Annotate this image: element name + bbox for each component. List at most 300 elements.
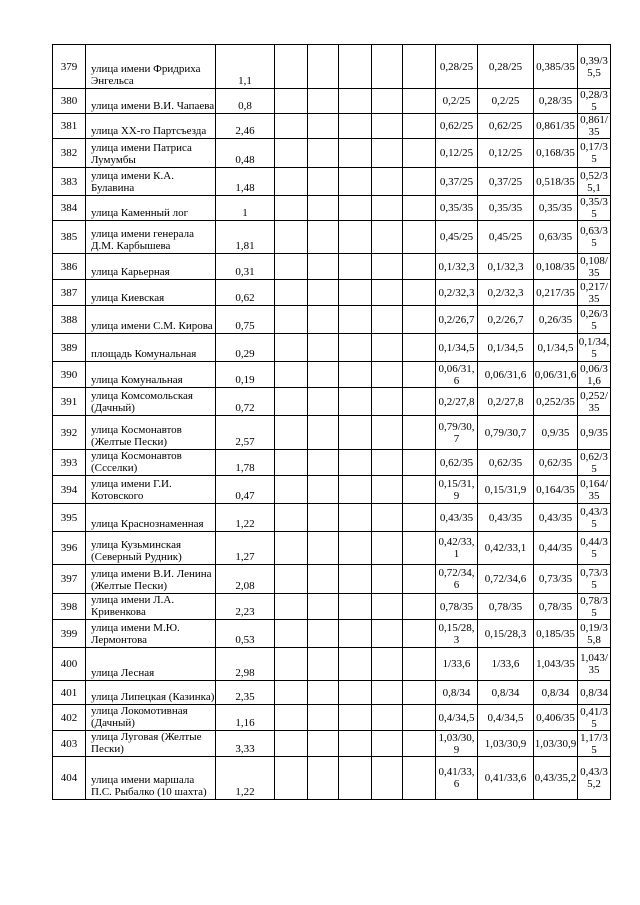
value-cell-2: 0,2/26,7 xyxy=(478,306,534,334)
row-number-cell: 380 xyxy=(53,89,86,114)
empty-cell xyxy=(339,280,372,306)
table-row xyxy=(53,476,611,504)
empty-cell xyxy=(372,334,403,362)
empty-cell xyxy=(275,450,308,476)
empty-cell xyxy=(339,334,372,362)
street-name-cell: улица имени С.М. Кирова xyxy=(86,306,216,334)
row-number-cell: 379 xyxy=(53,45,86,89)
value-cell-2: 0,45/25 xyxy=(478,221,534,254)
length-cell: 0,47 xyxy=(216,476,275,504)
empty-cell xyxy=(403,280,436,306)
empty-cell xyxy=(339,620,372,648)
empty-cell xyxy=(339,306,372,334)
empty-cell xyxy=(308,114,339,139)
row-number-cell: 403 xyxy=(53,731,86,757)
length-cell: 1,78 xyxy=(216,450,275,476)
length-cell: 0,29 xyxy=(216,334,275,362)
value-cell-1: 0,4/34,5 xyxy=(436,705,478,731)
value-cell-1: 0,35/35 xyxy=(436,196,478,221)
value-cell-1: 0,42/33,1 xyxy=(436,532,478,565)
empty-cell xyxy=(403,757,436,800)
table-row xyxy=(53,450,611,476)
value-cell-3: 0,35/35 xyxy=(534,196,578,221)
length-cell: 1,1 xyxy=(216,45,275,89)
value-cell-4: 0,9/35 xyxy=(578,416,611,450)
empty-cell xyxy=(308,416,339,450)
table-row xyxy=(53,705,611,731)
empty-cell xyxy=(308,681,339,705)
value-cell-2: 0,62/35 xyxy=(478,450,534,476)
street-name-cell: площадь Комунальная xyxy=(86,334,216,362)
value-cell-3: 0,62/35 xyxy=(534,450,578,476)
empty-cell xyxy=(308,388,339,416)
length-cell: 2,46 xyxy=(216,114,275,139)
table-row xyxy=(53,648,611,681)
empty-cell xyxy=(339,45,372,89)
empty-cell xyxy=(339,362,372,388)
empty-cell xyxy=(339,757,372,800)
empty-cell xyxy=(372,196,403,221)
value-cell-3: 0,73/35 xyxy=(534,565,578,594)
empty-cell xyxy=(372,504,403,532)
value-cell-4: 0,164/35 xyxy=(578,476,611,504)
value-cell-2: 0,41/33,6 xyxy=(478,757,534,800)
value-cell-2: 1/33,6 xyxy=(478,648,534,681)
empty-cell xyxy=(275,620,308,648)
empty-cell xyxy=(339,476,372,504)
value-cell-4: 0,41/35 xyxy=(578,705,611,731)
value-cell-4: 0,35/35 xyxy=(578,196,611,221)
value-cell-3: 0,43/35 xyxy=(534,504,578,532)
empty-cell xyxy=(308,620,339,648)
street-name-cell: улица имени К.А. Булавина xyxy=(86,168,216,196)
empty-cell xyxy=(339,254,372,280)
empty-cell xyxy=(308,532,339,565)
empty-cell xyxy=(372,476,403,504)
value-cell-2: 0,42/33,1 xyxy=(478,532,534,565)
empty-cell xyxy=(372,416,403,450)
empty-cell xyxy=(372,221,403,254)
empty-cell xyxy=(339,532,372,565)
table-row xyxy=(53,334,611,362)
street-name-cell: улица Комсомольская (Дачный) xyxy=(86,388,216,416)
value-cell-3: 0,168/35 xyxy=(534,139,578,168)
empty-cell xyxy=(308,196,339,221)
empty-cell xyxy=(308,504,339,532)
empty-cell xyxy=(403,388,436,416)
length-cell: 0,48 xyxy=(216,139,275,168)
table-row xyxy=(53,565,611,594)
value-cell-3: 0,28/35 xyxy=(534,89,578,114)
length-cell: 1,27 xyxy=(216,532,275,565)
empty-cell xyxy=(275,532,308,565)
row-number-cell: 386 xyxy=(53,254,86,280)
row-number-cell: 401 xyxy=(53,681,86,705)
row-number-cell: 382 xyxy=(53,139,86,168)
empty-cell xyxy=(308,450,339,476)
value-cell-3: 0,108/35 xyxy=(534,254,578,280)
empty-cell xyxy=(372,705,403,731)
empty-cell xyxy=(403,362,436,388)
value-cell-3: 0,9/35 xyxy=(534,416,578,450)
length-cell: 1,16 xyxy=(216,705,275,731)
length-cell: 2,08 xyxy=(216,565,275,594)
empty-cell xyxy=(372,565,403,594)
value-cell-1: 1/33,6 xyxy=(436,648,478,681)
empty-cell xyxy=(372,254,403,280)
length-cell: 0,8 xyxy=(216,89,275,114)
street-name-cell: улица имени маршала П.С. Рыбалко (10 шахта) xyxy=(86,757,216,800)
value-cell-3: 0,217/35 xyxy=(534,280,578,306)
value-cell-3: 1,043/35 xyxy=(534,648,578,681)
table-row xyxy=(53,280,611,306)
street-name-cell: улица Карьерная xyxy=(86,254,216,280)
length-cell: 0,72 xyxy=(216,388,275,416)
empty-cell xyxy=(275,114,308,139)
value-cell-2: 0,2/27,8 xyxy=(478,388,534,416)
row-number-cell: 383 xyxy=(53,168,86,196)
empty-cell xyxy=(372,168,403,196)
empty-cell xyxy=(308,565,339,594)
value-cell-3: 0,861/35 xyxy=(534,114,578,139)
length-cell: 0,53 xyxy=(216,620,275,648)
empty-cell xyxy=(372,757,403,800)
empty-cell xyxy=(275,565,308,594)
street-name-cell: улица имени генерала Д.М. Карбышева xyxy=(86,221,216,254)
value-cell-4: 0,252/35 xyxy=(578,388,611,416)
table-row xyxy=(53,532,611,565)
value-cell-1: 0,37/25 xyxy=(436,168,478,196)
table-row xyxy=(53,114,611,139)
length-cell: 0,31 xyxy=(216,254,275,280)
empty-cell xyxy=(403,45,436,89)
row-number-cell: 399 xyxy=(53,620,86,648)
street-name-cell: улица имени В.И. Ленина (Желтые Пески) xyxy=(86,565,216,594)
value-cell-4: 0,108/35 xyxy=(578,254,611,280)
value-cell-2: 0,2/25 xyxy=(478,89,534,114)
value-cell-1: 0,45/25 xyxy=(436,221,478,254)
empty-cell xyxy=(372,114,403,139)
value-cell-4: 0,43/35 xyxy=(578,504,611,532)
value-cell-4: 0,861/35 xyxy=(578,114,611,139)
empty-cell xyxy=(308,594,339,620)
empty-cell xyxy=(275,89,308,114)
value-cell-3: 0,06/31,6 xyxy=(534,362,578,388)
value-cell-1: 0,8/34 xyxy=(436,681,478,705)
street-name-cell: улица имени Л.А. Кривенкова xyxy=(86,594,216,620)
value-cell-4: 0,44/35 xyxy=(578,532,611,565)
row-number-cell: 396 xyxy=(53,532,86,565)
empty-cell xyxy=(372,280,403,306)
value-cell-4: 0,52/35,1 xyxy=(578,168,611,196)
value-cell-4: 0,19/35,8 xyxy=(578,620,611,648)
row-number-cell: 387 xyxy=(53,280,86,306)
length-cell: 0,75 xyxy=(216,306,275,334)
empty-cell xyxy=(275,476,308,504)
empty-cell xyxy=(275,705,308,731)
value-cell-1: 0,1/34,5 xyxy=(436,334,478,362)
length-cell: 2,98 xyxy=(216,648,275,681)
value-cell-2: 0,43/35 xyxy=(478,504,534,532)
value-cell-1: 0,79/30,7 xyxy=(436,416,478,450)
value-cell-3: 0,44/35 xyxy=(534,532,578,565)
value-cell-2: 0,79/30,7 xyxy=(478,416,534,450)
table-row xyxy=(53,89,611,114)
value-cell-1: 0,62/35 xyxy=(436,450,478,476)
value-cell-4: 0,28/35 xyxy=(578,89,611,114)
empty-cell xyxy=(275,280,308,306)
value-cell-4: 0,26/35 xyxy=(578,306,611,334)
table-row xyxy=(53,306,611,334)
empty-cell xyxy=(339,648,372,681)
empty-cell xyxy=(339,594,372,620)
value-cell-2: 0,8/34 xyxy=(478,681,534,705)
empty-cell xyxy=(308,731,339,757)
empty-cell xyxy=(403,565,436,594)
value-cell-3: 0,252/35 xyxy=(534,388,578,416)
value-cell-4: 1,17/35 xyxy=(578,731,611,757)
empty-cell xyxy=(403,476,436,504)
street-name-cell: улица Киевская xyxy=(86,280,216,306)
value-cell-4: 0,43/35,2 xyxy=(578,757,611,800)
empty-cell xyxy=(339,450,372,476)
street-name-cell: улица Луговая (Желтые Пески) xyxy=(86,731,216,757)
empty-cell xyxy=(372,45,403,89)
empty-cell xyxy=(308,334,339,362)
empty-cell xyxy=(339,196,372,221)
value-cell-4: 0,73/35 xyxy=(578,565,611,594)
empty-cell xyxy=(308,476,339,504)
value-cell-2: 0,15/31,9 xyxy=(478,476,534,504)
value-cell-1: 0,06/31,6 xyxy=(436,362,478,388)
value-cell-2: 0,4/34,5 xyxy=(478,705,534,731)
empty-cell xyxy=(403,620,436,648)
empty-cell xyxy=(308,168,339,196)
value-cell-1: 0,2/25 xyxy=(436,89,478,114)
value-cell-2: 0,06/31,6 xyxy=(478,362,534,388)
street-name-cell: улица Комунальная xyxy=(86,362,216,388)
empty-cell xyxy=(403,450,436,476)
empty-cell xyxy=(372,450,403,476)
value-cell-4: 0,8/34 xyxy=(578,681,611,705)
empty-cell xyxy=(372,388,403,416)
empty-cell xyxy=(403,731,436,757)
street-name-cell: улица имени Фридриха Энгельса xyxy=(86,45,216,89)
value-cell-2: 0,15/28,3 xyxy=(478,620,534,648)
row-number-cell: 394 xyxy=(53,476,86,504)
value-cell-1: 0,1/32,3 xyxy=(436,254,478,280)
value-cell-3: 0,43/35,2 xyxy=(534,757,578,800)
empty-cell xyxy=(275,416,308,450)
street-name-cell: улица Липецкая (Казинка) xyxy=(86,681,216,705)
street-name-cell: улица имени В.И. Чапаева xyxy=(86,89,216,114)
table-row xyxy=(53,362,611,388)
table-row xyxy=(53,139,611,168)
empty-cell xyxy=(275,45,308,89)
row-number-cell: 385 xyxy=(53,221,86,254)
empty-cell xyxy=(275,362,308,388)
value-cell-2: 0,12/25 xyxy=(478,139,534,168)
value-cell-4: 0,62/35 xyxy=(578,450,611,476)
empty-cell xyxy=(308,139,339,168)
length-cell: 1,81 xyxy=(216,221,275,254)
table-row xyxy=(53,388,611,416)
length-cell: 1,22 xyxy=(216,757,275,800)
street-name-cell: улица Каменный лог xyxy=(86,196,216,221)
empty-cell xyxy=(339,504,372,532)
length-cell: 2,23 xyxy=(216,594,275,620)
value-cell-1: 0,78/35 xyxy=(436,594,478,620)
value-cell-4: 0,63/35 xyxy=(578,221,611,254)
value-cell-2: 0,35/35 xyxy=(478,196,534,221)
value-cell-2: 0,62/25 xyxy=(478,114,534,139)
row-number-cell: 384 xyxy=(53,196,86,221)
row-number-cell: 389 xyxy=(53,334,86,362)
table-row xyxy=(53,254,611,280)
row-number-cell: 388 xyxy=(53,306,86,334)
street-name-cell: улица Кузьминская (Северный Рудник) xyxy=(86,532,216,565)
empty-cell xyxy=(403,168,436,196)
empty-cell xyxy=(372,648,403,681)
empty-cell xyxy=(308,45,339,89)
value-cell-2: 0,78/35 xyxy=(478,594,534,620)
empty-cell xyxy=(339,705,372,731)
value-cell-2: 0,37/25 xyxy=(478,168,534,196)
empty-cell xyxy=(308,306,339,334)
value-cell-3: 0,1/34,5 xyxy=(534,334,578,362)
empty-cell xyxy=(275,594,308,620)
empty-cell xyxy=(372,139,403,168)
empty-cell xyxy=(403,416,436,450)
street-name-cell: улица Космонавтов (Желтые Пески) xyxy=(86,416,216,450)
value-cell-1: 1,03/30,9 xyxy=(436,731,478,757)
value-cell-1: 0,2/32,3 xyxy=(436,280,478,306)
value-cell-1: 0,15/28,3 xyxy=(436,620,478,648)
empty-cell xyxy=(275,757,308,800)
empty-cell xyxy=(372,532,403,565)
value-cell-3: 0,385/35 xyxy=(534,45,578,89)
empty-cell xyxy=(339,221,372,254)
street-name-cell: улица Космонавтов (Ссселки) xyxy=(86,450,216,476)
empty-cell xyxy=(372,362,403,388)
empty-cell xyxy=(308,280,339,306)
empty-cell xyxy=(403,89,436,114)
street-name-cell: улица Краснознаменная xyxy=(86,504,216,532)
empty-cell xyxy=(275,681,308,705)
value-cell-2: 1,03/30,9 xyxy=(478,731,534,757)
value-cell-4: 0,78/35 xyxy=(578,594,611,620)
empty-cell xyxy=(308,705,339,731)
value-cell-1: 0,2/27,8 xyxy=(436,388,478,416)
table-row xyxy=(53,45,611,89)
table-row xyxy=(53,196,611,221)
row-number-cell: 400 xyxy=(53,648,86,681)
empty-cell xyxy=(275,306,308,334)
table-row xyxy=(53,504,611,532)
value-cell-2: 0,1/32,3 xyxy=(478,254,534,280)
empty-cell xyxy=(275,504,308,532)
row-number-cell: 397 xyxy=(53,565,86,594)
empty-cell xyxy=(339,731,372,757)
empty-cell xyxy=(308,221,339,254)
value-cell-3: 0,26/35 xyxy=(534,306,578,334)
table-row xyxy=(53,731,611,757)
table-row xyxy=(53,168,611,196)
empty-cell xyxy=(275,196,308,221)
value-cell-4: 1,043/35 xyxy=(578,648,611,681)
empty-cell xyxy=(403,648,436,681)
value-cell-3: 0,78/35 xyxy=(534,594,578,620)
row-number-cell: 395 xyxy=(53,504,86,532)
value-cell-3: 0,164/35 xyxy=(534,476,578,504)
value-cell-2: 0,2/32,3 xyxy=(478,280,534,306)
empty-cell xyxy=(275,254,308,280)
length-cell: 0,19 xyxy=(216,362,275,388)
empty-cell xyxy=(339,168,372,196)
empty-cell xyxy=(275,221,308,254)
empty-cell xyxy=(339,388,372,416)
empty-cell xyxy=(403,221,436,254)
empty-cell xyxy=(403,705,436,731)
length-cell: 2,35 xyxy=(216,681,275,705)
empty-cell xyxy=(403,532,436,565)
row-number-cell: 392 xyxy=(53,416,86,450)
street-name-cell: улица Лесная xyxy=(86,648,216,681)
empty-cell xyxy=(308,757,339,800)
data-table xyxy=(52,44,611,800)
empty-cell xyxy=(403,594,436,620)
empty-cell xyxy=(275,139,308,168)
street-name-cell: улица имени Патриса Лумумбы xyxy=(86,139,216,168)
empty-cell xyxy=(308,648,339,681)
street-name-cell: улица имени Г.И. Котовского xyxy=(86,476,216,504)
value-cell-4: 0,1/34,5 xyxy=(578,335,610,360)
empty-cell xyxy=(275,648,308,681)
value-cell-1: 0,62/25 xyxy=(436,114,478,139)
empty-cell xyxy=(339,89,372,114)
row-number-cell: 402 xyxy=(53,705,86,731)
length-cell: 1 xyxy=(216,196,275,221)
empty-cell xyxy=(403,681,436,705)
row-number-cell: 391 xyxy=(53,388,86,416)
empty-cell xyxy=(275,731,308,757)
empty-cell xyxy=(308,254,339,280)
empty-cell xyxy=(339,681,372,705)
empty-cell xyxy=(403,196,436,221)
table-row xyxy=(53,620,611,648)
table-body xyxy=(53,45,611,800)
street-name-cell: улица Локомотивная (Дачный) xyxy=(86,705,216,731)
table-row xyxy=(53,221,611,254)
length-cell: 1,22 xyxy=(216,504,275,532)
empty-cell xyxy=(308,89,339,114)
value-cell-2: 0,72/34,6 xyxy=(478,565,534,594)
table-row xyxy=(53,757,611,800)
empty-cell xyxy=(403,139,436,168)
value-cell-4: 0,17/35 xyxy=(578,139,611,168)
row-number-cell: 404 xyxy=(53,757,86,800)
value-cell-3: 0,185/35 xyxy=(534,620,578,648)
empty-cell xyxy=(339,139,372,168)
value-cell-3: 0,518/35 xyxy=(534,168,578,196)
empty-cell xyxy=(275,388,308,416)
empty-cell xyxy=(372,594,403,620)
empty-cell xyxy=(372,306,403,334)
value-cell-4: 0,06/31,6 xyxy=(578,362,611,388)
length-cell: 2,57 xyxy=(216,416,275,450)
row-number-cell: 381 xyxy=(53,114,86,139)
empty-cell xyxy=(403,504,436,532)
